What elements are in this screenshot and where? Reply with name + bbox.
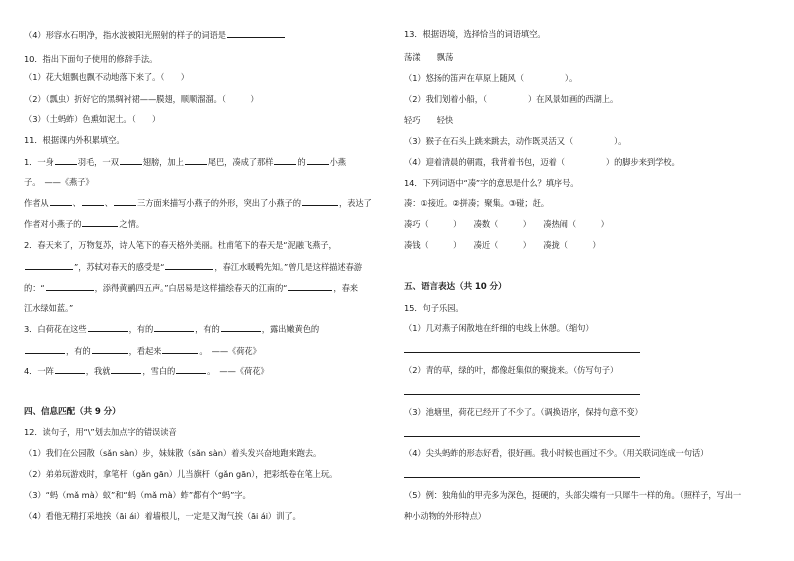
q12-item-2: （2）弟弟玩游戏时，拿笔杆（gǎn gān）儿当旗杆（gǎn gān），把彩纸卷在笔上玩。 xyxy=(24,469,338,479)
answer-blank[interactable] xyxy=(114,197,136,206)
answer-blank[interactable] xyxy=(88,323,128,332)
answer-blank[interactable] xyxy=(82,197,104,206)
answer-line[interactable] xyxy=(404,394,640,395)
answer-blank[interactable] xyxy=(120,156,142,165)
answer-blank[interactable] xyxy=(176,365,206,374)
q15-item-5-cont: 种小动物的外形特点） xyxy=(404,511,486,521)
answer-blank[interactable] xyxy=(274,156,296,165)
q10-item-3: （3）（土蚂蚱）色熏如泥土。（ ） xyxy=(24,114,161,124)
q10-item-1: （1）花大姐飘也飘不动地落下来了。（ ） xyxy=(24,72,189,82)
q11-line-2: 子。 ——《燕子》 xyxy=(24,177,94,187)
answer-blank[interactable] xyxy=(55,156,77,165)
q13-item-3: （3）猴子在石头上跳来跳去，动作既灵活又（ ）。 xyxy=(404,136,627,146)
answer-blank[interactable] xyxy=(25,345,65,354)
q11-line-3: 作者从 、 、 三方面来描写小燕子的外形，突出了小燕子的 ，表达了 xyxy=(24,198,372,208)
answer-blank[interactable] xyxy=(55,365,85,374)
q11-line-8: 江水绿如蓝。” xyxy=(24,303,74,313)
answer-blank[interactable] xyxy=(50,197,72,206)
q14-definitions: 凑：①接近。②拼凑；聚集。③碰；赶。 xyxy=(404,198,549,208)
answer-blank[interactable] xyxy=(185,156,207,165)
q13-item-2: （2）我们划着小船，（ ）在风景如画的西湖上。 xyxy=(404,94,619,104)
q14-title: 14．下列词语中“凑”字的意思是什么？填序号。 xyxy=(404,178,579,188)
q12-item-1: （1）我们在公园散（sǎn sàn）步，妹妹散（sǎn sàn）着头发兴奋地跑来跑去。 xyxy=(24,448,322,458)
answer-line[interactable] xyxy=(404,436,640,437)
q10-title: 10．指出下面句子使用的修辞手法。 xyxy=(24,54,158,64)
answer-line[interactable] xyxy=(404,352,640,353)
answer-blank[interactable] xyxy=(227,29,285,38)
answer-blank[interactable] xyxy=(46,282,94,291)
q10-item-2: （2）（瓢虫）折好它的黑绸衬裙——膜翅，顺顺溜溜。（ ） xyxy=(24,94,259,104)
q14-row-1: 凑巧（ ） 凑数（ ） 凑热闹（ ） xyxy=(404,219,609,229)
answer-blank[interactable] xyxy=(25,261,73,270)
q12-item-4: （4）看他无精打采地挨（āi ái）着墙根儿，一定是又淘气挨（āi ái）训了。 xyxy=(24,511,301,521)
q15-title: 15．句子乐园。 xyxy=(404,303,464,313)
q11-line-11: 4．一阵 ，我就 ，雪白的 。 ——《荷花》 xyxy=(24,366,269,376)
q13-item-4: （4）迎着清晨的朝霞，我背着书包，迈着（ ）的脚步来到学校。 xyxy=(404,157,680,167)
q11-line-10: ，有的 ，看起来 。 ——《荷花》 xyxy=(24,345,261,357)
answer-blank[interactable] xyxy=(307,156,329,165)
q15-item-1: （1）几对燕子闲散地在纤细的电线上休憩。（缩句） xyxy=(404,323,594,333)
q11-line-9: 3．白荷花在这些 ，有的 ，有的 ，露出嫩黄色的 xyxy=(24,324,320,334)
answer-blank[interactable] xyxy=(162,345,198,354)
q11-line-6: ”，苏轼对春天的感受是“ ，春江水暖鸭先知。”曾几是这样描述春游 xyxy=(24,261,362,273)
answer-blank[interactable] xyxy=(82,218,118,227)
section-4-title: 四、信息匹配（共 9 分） xyxy=(24,407,121,417)
section-5-title: 五、语言表达（共 10 分） xyxy=(404,282,507,292)
q11-line-1: 1．一身 羽毛，一双 翅膀，加上 尾巴，凑成了那样 的 小燕 xyxy=(24,157,346,167)
answer-blank[interactable] xyxy=(221,323,261,332)
answer-blank[interactable] xyxy=(165,261,213,270)
answer-blank[interactable] xyxy=(288,282,332,291)
q13-word-bank-1: 荡漾 飘荡 xyxy=(404,52,454,62)
q9-item-4: （4）形容水石明净，指水波被阳光照射的样子的词语是 xyxy=(24,29,286,41)
q11-line-4: 作者对小燕子的 之情。 xyxy=(24,219,144,229)
q15-item-2: （2）青的草，绿的叶，都像赶集似的聚拢来。（仿写句子） xyxy=(404,365,619,375)
answer-blank[interactable] xyxy=(154,323,194,332)
q15-item-3: （3）池塘里，荷花已经开了不少了。（调换语序，保持句意不变） xyxy=(404,407,643,417)
q13-item-1: （1）悠扬的笛声在草原上随风（ ）。 xyxy=(404,73,578,83)
q15-item-5: （5）例：独角仙的甲壳多为深色，挺硬的，头部尖端有一只犀牛一样的角。（照样子，写出一 xyxy=(404,490,742,500)
q12-title: 12．读句子，用“\”划去加点字的错误读音 xyxy=(24,427,177,437)
answer-blank[interactable] xyxy=(92,345,128,354)
q15-item-4: （4）尖头蚂蚱的形态好看，很好画。我小时候也画过不少。（用关联词连成一句话） xyxy=(404,448,709,458)
answer-line[interactable] xyxy=(404,477,640,478)
q12-item-3: （3）“蚂（mǎ mà）蚁”和“蚂（mǎ mà）蚱”都有个“蚂”字。 xyxy=(24,490,251,500)
answer-blank[interactable] xyxy=(302,197,338,206)
q13-word-bank-2: 轻巧 轻快 xyxy=(404,115,454,125)
q11-line-7: 的：“ ，添得黄鹂四五声。”白居易是这样描绘春天的江南的“ ，春来 xyxy=(24,283,358,293)
q14-row-2: 凑钱（ ） 凑近（ ） 凑拢（ ） xyxy=(404,240,601,250)
answer-blank[interactable] xyxy=(111,365,141,374)
q13-title: 13．根据语境，选择恰当的词语填空。 xyxy=(404,29,546,39)
q11-title: 11．根据课内外积累填空。 xyxy=(24,135,125,145)
q11-line-5: 2．春天来了，万物复苏，诗人笔下的春天格外美丽。杜甫笔下的春天是“泥融飞燕子， xyxy=(24,240,337,250)
